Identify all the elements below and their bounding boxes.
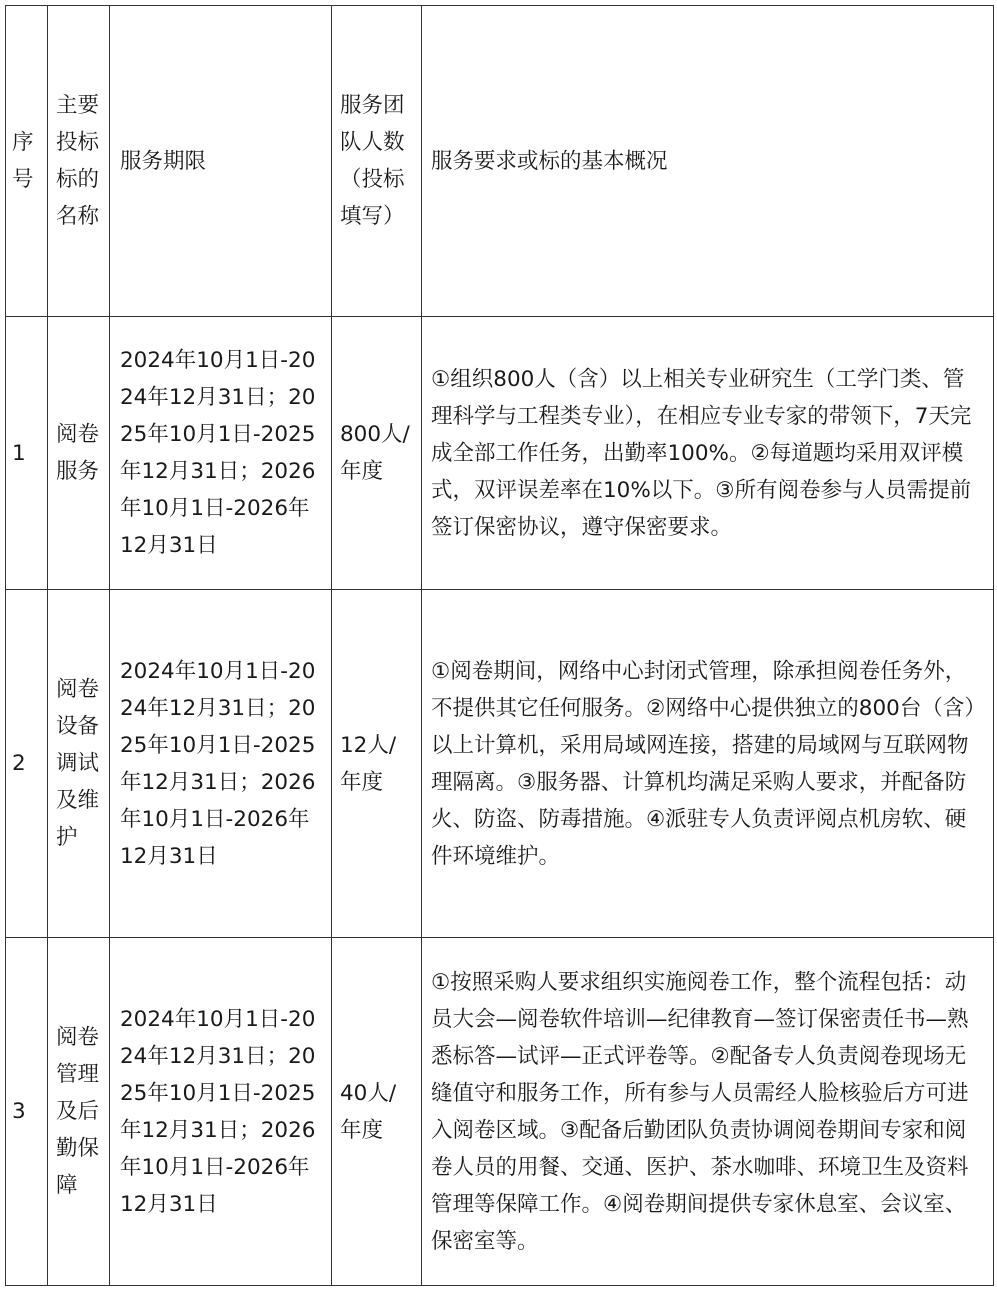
row-index: 3 bbox=[6, 938, 48, 1286]
row-name: 阅卷设备调试及维护 bbox=[48, 590, 110, 938]
row-team: 12人/年度 bbox=[332, 590, 422, 938]
row-index: 1 bbox=[6, 317, 48, 590]
header-requirements: 服务要求或标的基本概况 bbox=[422, 6, 994, 317]
row-index: 2 bbox=[6, 590, 48, 938]
row-period: 2024年10月1日-2024年12月31日；2025年10月1日-2025年12月31日；2026年10月1日-2026年12月31日 bbox=[110, 317, 332, 590]
row-requirements: ①按照采购人要求组织实施阅卷工作，整个流程包括：动员大会—阅卷软件培训—纪律教育—签订保密责任书—熟悉标答—试评—正式评卷等。②配备专人负责阅卷现场无缝值守和服务工作，所有参与人员需经人脸核验后方可进入阅卷区域。③配备后勤团队负责协调阅卷期间专家和阅卷人员的用餐、交通、医护、茶水咖啡、环境卫生及资料管理等保障工作。④阅卷期间提供专家休息室、会议室、保密室等。 bbox=[422, 938, 994, 1286]
row-name: 阅卷服务 bbox=[48, 317, 110, 590]
header-name: 主要投标标的名称 bbox=[48, 6, 110, 317]
row-period: 2024年10月1日-2024年12月31日；2025年10月1日-2025年12月31日；2026年10月1日-2026年12月31日 bbox=[110, 590, 332, 938]
row-requirements: ①组织800人（含）以上相关专业研究生（工学门类、管理科学与工程类专业），在相应专业专家的带领下，7天完成全部工作任务，出勤率100%。②每道题均采用双评模式，双评误差率在10%以下。③所有阅卷参与人员需提前签订保密协议，遵守保密要求。 bbox=[422, 317, 994, 590]
table-row bbox=[6, 590, 994, 938]
table-row bbox=[6, 938, 994, 1286]
table-header-row bbox=[6, 6, 994, 317]
header-period: 服务期限 bbox=[110, 6, 332, 317]
row-team: 40人/年度 bbox=[332, 938, 422, 1286]
row-team: 800人/年度 bbox=[332, 317, 422, 590]
row-period: 2024年10月1日-2024年12月31日；2025年10月1日-2025年12月31日；2026年10月1日-2026年12月31日 bbox=[110, 938, 332, 1286]
row-name: 阅卷管理及后勤保障 bbox=[48, 938, 110, 1286]
tender-table bbox=[5, 5, 994, 1286]
header-index: 序号 bbox=[6, 6, 48, 317]
row-requirements: ①阅卷期间，网络中心封闭式管理，除承担阅卷任务外，不提供其它任何服务。②网络中心提供独立的800台（含）以上计算机，采用局域网连接，搭建的局域网与互联网物理隔离。③服务器、计算机均满足采购人要求，并配备防火、防盗、防毒措施。④派驻专人负责评阅点机房软、硬件环境维护。 bbox=[422, 590, 994, 938]
table-row bbox=[6, 317, 994, 590]
header-team: 服务团队人数（投标填写） bbox=[332, 6, 422, 317]
